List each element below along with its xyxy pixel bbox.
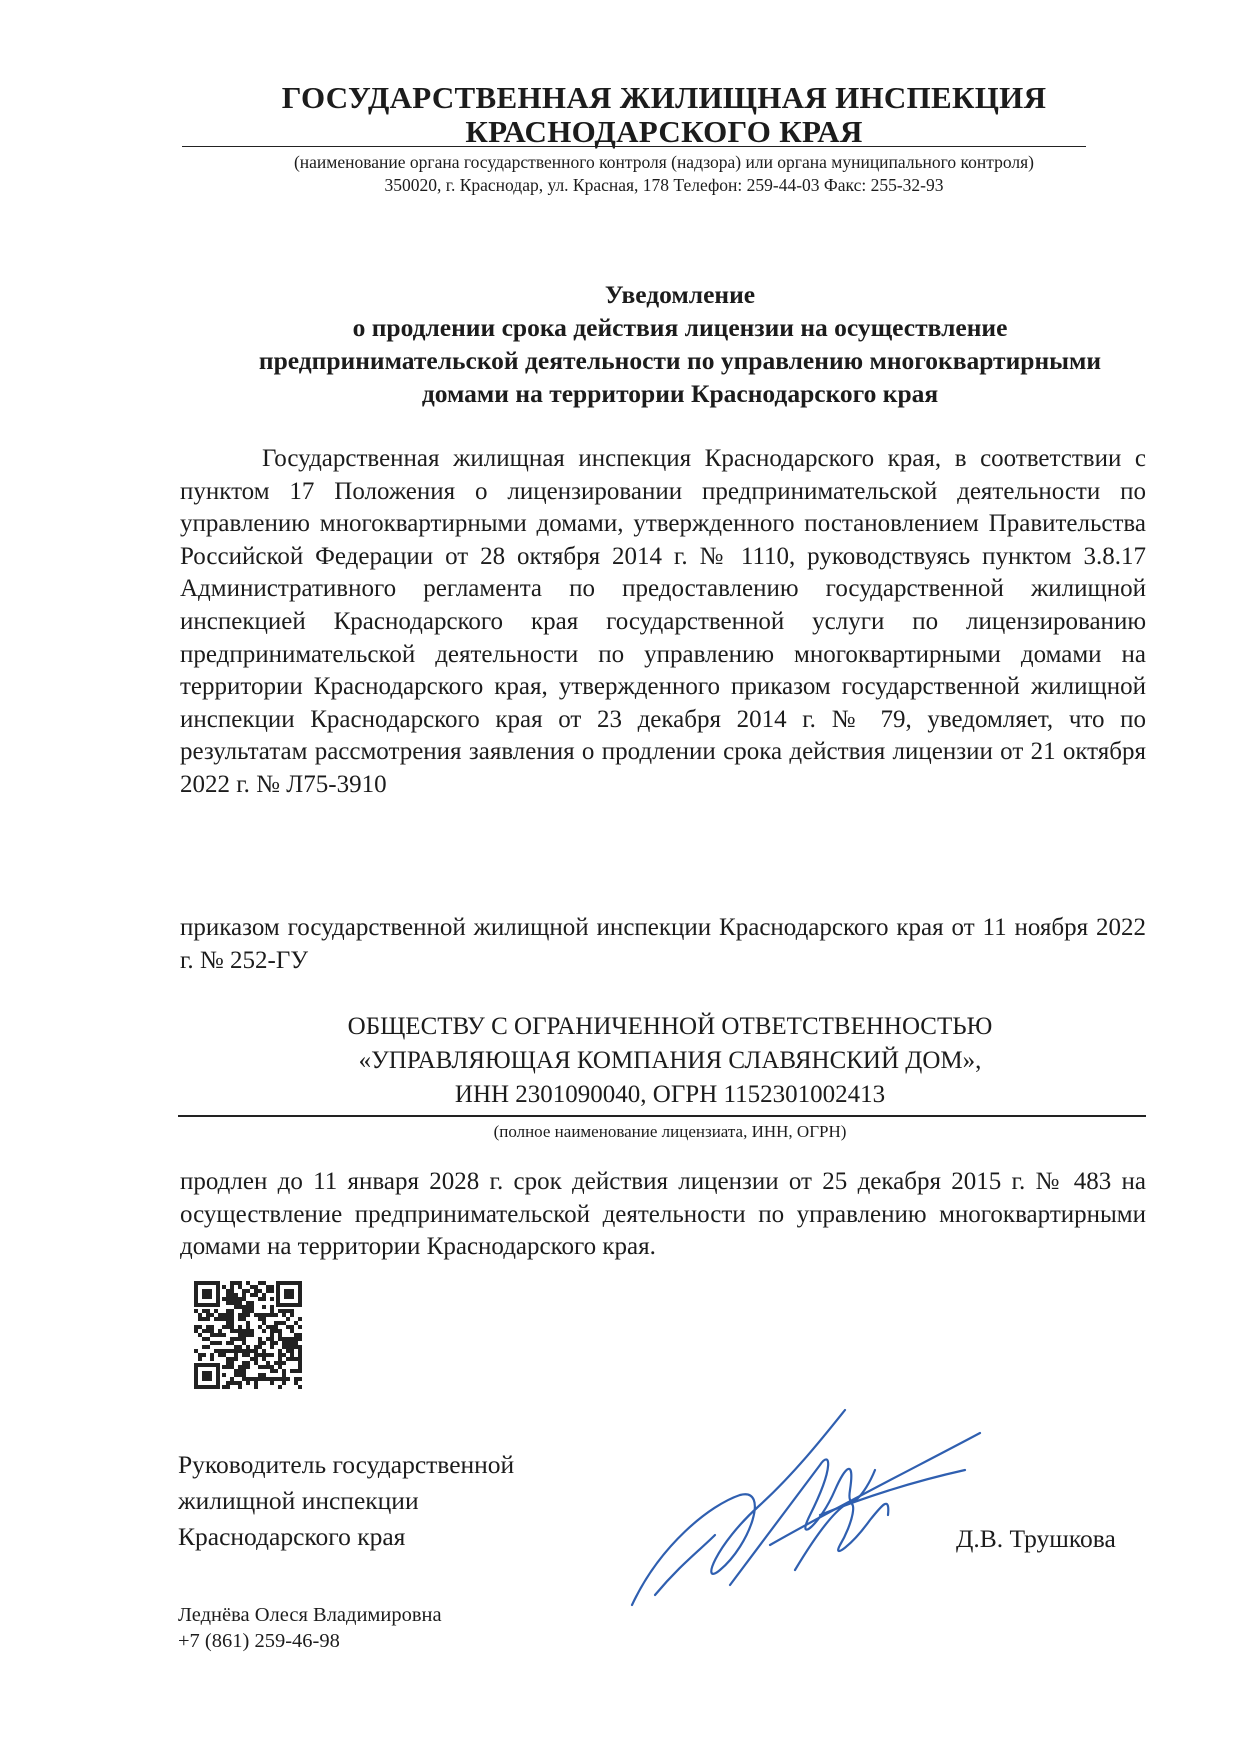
notice-title: Уведомление: [604, 280, 756, 309]
org-name-line1: ГОСУДАРСТВЕННАЯ ЖИЛИЩНАЯ ИНСПЕКЦИЯ: [281, 80, 1047, 115]
body-paragraph-2: приказом государственной жилищной инспекции Краснодарского края от 11 ноября 2022 г. № 252-ГУ: [180, 914, 1146, 974]
licensee-name-line2: «УПРАВЛЯЮЩАЯ КОМПАНИЯ СЛАВЯНСКИЙ ДОМ»,: [358, 1047, 982, 1074]
licensee-divider: [178, 1115, 1146, 1117]
signer-role-line3: Краснодарского края: [178, 1522, 406, 1551]
handwritten-signature: [620, 1395, 1040, 1625]
notice-subtitle-line1: о продлении срока действия лицензии на осуществление: [352, 313, 1008, 342]
org-address: 350020, г. Краснодар, ул. Красная, 178 Телефон: 259-44-03 Факс: 255-32-93: [384, 175, 944, 195]
licensee-name-line1: ОБЩЕСТВУ С ОГРАНИЧЕННОЙ ОТВЕТСТВЕННОСТЬЮ: [347, 1013, 993, 1040]
executor-phone: +7 (861) 259-46-98: [178, 1630, 340, 1652]
notice-subtitle-line3: домами на территории Краснодарского края: [421, 379, 939, 408]
body-paragraph-3: продлен до 11 января 2028 г. срок действия лицензии от 25 декабря 2015 г. № 483 на осуществление предпринимательской деятельности по управлению многоквартирными домами на территории Краснодарского края.: [180, 1168, 1146, 1261]
licensee-caption: (полное наименование лицензиата, ИНН, ОГРН): [493, 1122, 847, 1141]
signer-role-line2: жилищной инспекции: [178, 1486, 419, 1515]
licensee-ids: ИНН 2301090040, ОГРН 1152301002413: [454, 1081, 886, 1108]
org-caption: (наименование органа государственного контроля (надзора) или органа муниципального контроля): [293, 152, 1035, 172]
signer-role-line1: Руководитель государственной: [178, 1450, 515, 1479]
notice-subtitle-line2: предпринимательской деятельности по управлению многоквартирными: [258, 346, 1102, 375]
org-name-line2: КРАСНОДАРСКОГО КРАЯ: [465, 114, 863, 149]
executor-name: Леднёва Олеся Владимировна: [178, 1604, 442, 1626]
qr-code-icon: [194, 1281, 302, 1389]
header-divider: [182, 146, 1086, 147]
signer-name: Д.В. Трушкова: [956, 1524, 1116, 1553]
body-paragraph-1: Государственная жилищная инспекция Краснодарского края, в соответствии с пунктом 17 Положения о лицензировании предпринимательской деятельности по управлению многоквартирными домами, утвержденного постановлением Правительства Российской Федерации от 28 октября 2014 г. № 1110, руководствуясь пунктом 3.8.17 Административного регламента по предоставлению государственной жилищной инспекцией Краснодарского края государственной услуги по лицензированию предпринимательской деятельности по управлению многоквартирными домами на территории Краснодарского края, утвержденного приказом государственной жилищной инспекции Краснодарского края от 23 декабря 2014 г. № 79, уведомляет, что по результатам рассмотрения заявления о продлении срока действия лицензии от 21 октября 2022 г. № Л75-3910: [180, 445, 1146, 798]
